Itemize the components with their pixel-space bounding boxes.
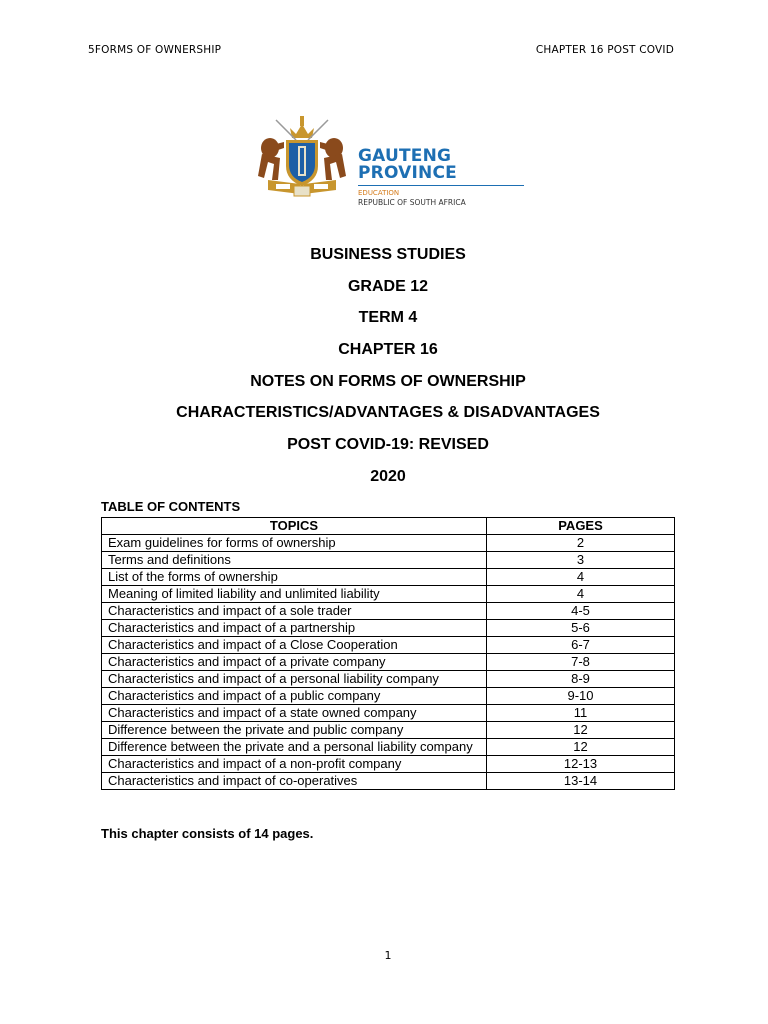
table-row xyxy=(102,688,675,705)
toc-pages: 4 xyxy=(487,569,675,586)
toc-column-topics: TOPICS xyxy=(102,518,487,535)
toc-topic: Exam guidelines for forms of ownership xyxy=(102,535,487,552)
toc-pages: 3 xyxy=(487,552,675,569)
toc-pages: 6-7 xyxy=(487,637,675,654)
toc-pages: 8-9 xyxy=(487,671,675,688)
toc-pages: 12 xyxy=(487,739,675,756)
table-row xyxy=(102,739,675,756)
toc-heading: TABLE OF CONTENTS xyxy=(101,499,241,514)
toc-topic: Difference between the private and a personal liability company xyxy=(102,739,487,756)
logo-text xyxy=(358,148,540,208)
toc-header-row xyxy=(102,518,675,535)
toc-column-pages: PAGES xyxy=(487,518,675,535)
table-row xyxy=(102,773,675,790)
table-row xyxy=(102,569,675,586)
running-header-right: CHAPTER 16 POST COVID xyxy=(535,44,674,56)
table-row xyxy=(102,552,675,569)
toc-topic: List of the forms of ownership xyxy=(102,569,487,586)
toc-table xyxy=(101,517,675,790)
toc-pages: 4-5 xyxy=(487,603,675,620)
title-block xyxy=(0,244,768,498)
title-revision: POST COVID-19: REVISED xyxy=(287,436,489,454)
table-row xyxy=(102,671,675,688)
toc-topic: Characteristics and impact of a private company xyxy=(102,654,487,671)
title-chapter: CHAPTER 16 xyxy=(338,341,438,359)
toc-topic: Characteristics and impact of a public company xyxy=(102,688,487,705)
toc-pages: 11 xyxy=(487,705,675,722)
title-year: 2020 xyxy=(370,467,406,485)
running-header-left: 5FORMS OF OWNERSHIP xyxy=(88,44,222,56)
page-number: 1 xyxy=(384,949,392,962)
toc-topic: Characteristics and impact of a sole trader xyxy=(102,603,487,620)
table-row xyxy=(102,586,675,603)
title-term: TERM 4 xyxy=(358,309,418,327)
toc-topic: Characteristics and impact of a Close Cooperation xyxy=(102,637,487,654)
toc-topic: Difference between the private and public company xyxy=(102,722,487,739)
toc-pages: 9-10 xyxy=(487,688,675,705)
table-row xyxy=(102,620,675,637)
chapter-length-note: This chapter consists of 14 pages. xyxy=(101,826,314,841)
toc-pages: 4 xyxy=(487,586,675,603)
toc-pages: 5-6 xyxy=(487,620,675,637)
toc-pages: 2 xyxy=(487,535,675,552)
toc-topic: Characteristics and impact of a non-profit company xyxy=(102,756,487,773)
toc-pages: 12-13 xyxy=(487,756,675,773)
logo-title: GAUTENG PROVINCE xyxy=(358,146,457,183)
toc-pages: 12 xyxy=(487,722,675,739)
table-row xyxy=(102,637,675,654)
title-grade: GRADE 12 xyxy=(347,277,429,295)
toc-topic: Characteristics and impact of a state owned company xyxy=(102,705,487,722)
table-row xyxy=(102,535,675,552)
title-characteristics: CHARACTERISTICS/ADVANTAGES & DISADVANTAGES xyxy=(176,404,600,422)
table-row xyxy=(102,722,675,739)
table-row xyxy=(102,603,675,620)
title-subject: BUSINESS STUDIES xyxy=(310,246,466,263)
logo-subtitle-country: REPUBLIC OF SOUTH AFRICA xyxy=(358,198,466,207)
logo-divider xyxy=(358,185,524,186)
table-row xyxy=(102,654,675,671)
title-notes: NOTES ON FORMS OF OWNERSHIP xyxy=(250,372,526,390)
toc-topic: Characteristics and impact of a partnership xyxy=(102,620,487,637)
table-row xyxy=(102,756,675,773)
toc-topic: Meaning of limited liability and unlimited liability xyxy=(102,586,487,603)
logo-subtitle-education: EDUCATION xyxy=(358,189,400,197)
toc-topic: Characteristics and impact of co-operatives xyxy=(102,773,487,790)
toc-pages: 13-14 xyxy=(487,773,675,790)
toc-topic: Characteristics and impact of a personal liability company xyxy=(102,671,487,688)
toc-topic: Terms and definitions xyxy=(102,552,487,569)
coat-of-arms-icon xyxy=(250,114,354,200)
toc-pages: 7-8 xyxy=(487,654,675,671)
gauteng-logo xyxy=(250,114,540,207)
table-row xyxy=(102,705,675,722)
